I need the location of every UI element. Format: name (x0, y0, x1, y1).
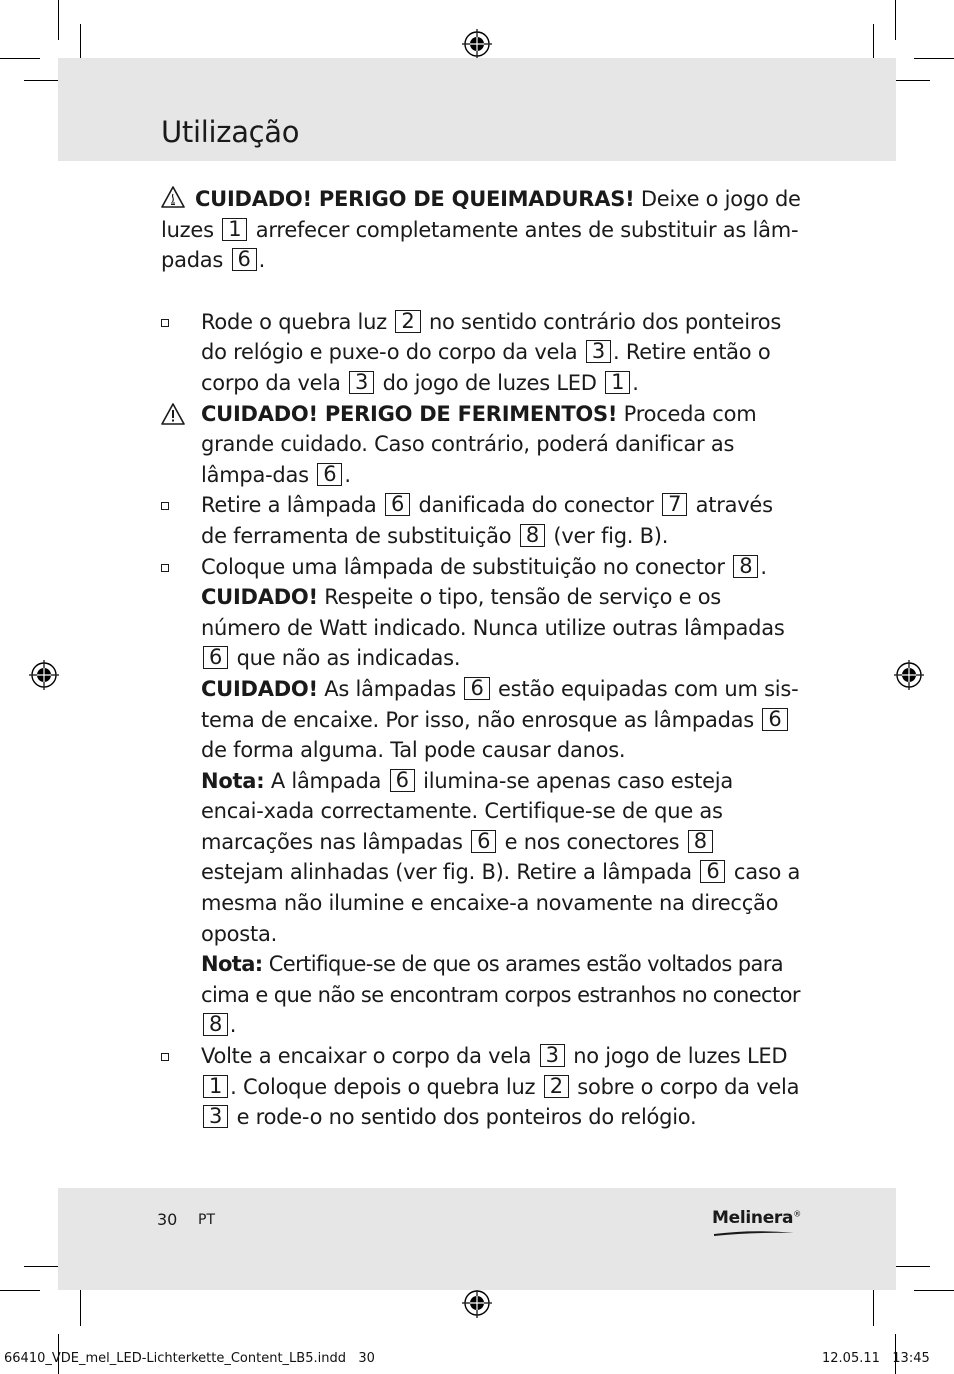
caution-label: CUIDADO! (201, 676, 318, 701)
ref-number: 2 (395, 310, 420, 333)
crop-mark (914, 58, 954, 59)
instructions (161, 184, 801, 1133)
ref-number: 6 (203, 646, 228, 669)
ref-number: 3 (586, 340, 611, 363)
registration-mark-icon (29, 660, 59, 690)
crop-mark (80, 1286, 81, 1326)
ref-number: 6 (232, 248, 257, 271)
warning-label: CUIDADO! PERIGO DE FERIMENTOS! (201, 401, 618, 426)
brand-logo (712, 1208, 801, 1228)
square-bullet-icon (161, 319, 169, 327)
page-title: Utilização (161, 115, 300, 149)
list-item: Rode o quebra luz 2 no sentido contrário dos ponteiros do relógio e puxe-o do corpo da vela 3 . Retire então o corpo da vela 3 do jogo de luzes LED 1 . (161, 307, 801, 399)
ref-number: 6 (390, 769, 415, 792)
registration-mark-icon (462, 29, 492, 59)
ref-number: 6 (317, 463, 342, 486)
warning-injury: CUIDADO! PERIGO DE FERIMENTOS! Proceda com grande cuidado. Caso contrário, poderá danificar as lâmpa-das 6 . (161, 399, 801, 491)
crop-mark (890, 80, 930, 81)
caution-note: CUIDADO! Respeite o tipo, tensão de serviço e os número de Watt indicado. Nunca utilize outras lâmpadas 6 que não as indicadas. (201, 585, 785, 671)
print-slug-file: 66410_VDE_mel_LED-Lichterkette_Content_LB5.indd 30 (4, 1351, 375, 1366)
crop-mark (58, 0, 59, 40)
fire-symbol-icon (161, 186, 185, 208)
crop-mark (873, 1286, 874, 1326)
registration-mark-icon (462, 1288, 492, 1318)
crop-mark (890, 1266, 930, 1267)
ref-number: 1 (222, 218, 247, 241)
ref-number: 7 (662, 493, 687, 516)
square-bullet-icon (161, 1053, 169, 1061)
page-number: 30 (157, 1210, 178, 1229)
ref-number: 6 (471, 830, 496, 853)
brand-swoosh-icon (712, 1228, 796, 1238)
note: Nota: A lâmpada 6 ilumina-se apenas caso esteja encai-xada correctamente. Certifique-se de que as marcações nas lâmpadas 6 e nos conectores 8 estejam alinhadas (ver fig. B). Retire a lâmpada 6 caso a mesma não ilumine e encaixe-a novamente na direcção oposta. (201, 767, 801, 946)
ref-number: 3 (540, 1044, 565, 1067)
ref-number: 8 (520, 524, 545, 547)
ref-number: 2 (544, 1075, 569, 1098)
footer-band (58, 1188, 896, 1290)
note-label: Nota: (201, 768, 265, 793)
warning-triangle-icon (161, 403, 185, 425)
ref-number: 6 (464, 677, 489, 700)
warning-burn: CUIDADO! PERIGO DE QUEIMADURAS! Deixe o jogo de luzes 1 arrefecer completamente antes de substituir as lâm-padas 6 . (161, 187, 801, 273)
ref-number: 6 (385, 493, 410, 516)
list-item: Coloque uma lâmpada de substituição no conector 8 . (161, 552, 801, 583)
ref-number: 6 (700, 860, 725, 883)
ref-number: 1 (203, 1075, 228, 1098)
list-item: Retire a lâmpada 6 danificada do conector 7 através de ferramenta de substituição 8 (ver fig. B). (161, 490, 801, 551)
ref-number: 3 (203, 1105, 228, 1128)
language-code: PT (198, 1212, 215, 1228)
ref-number: 6 (762, 708, 787, 731)
crop-mark (0, 58, 40, 59)
ref-number: 1 (605, 371, 630, 394)
crop-mark (0, 1290, 40, 1291)
ref-number: 8 (733, 555, 758, 578)
crop-mark (914, 1290, 954, 1291)
crop-mark (895, 0, 896, 40)
registered-mark: ® (793, 1209, 801, 1219)
square-bullet-icon (161, 564, 169, 572)
square-bullet-icon (161, 502, 169, 510)
note-label: Nota: (201, 952, 263, 977)
caution-label: CUIDADO! (201, 585, 318, 610)
ref-number: 8 (203, 1013, 228, 1036)
registration-mark-icon (894, 660, 924, 690)
brand-name: Melinera (712, 1208, 794, 1228)
print-slug-date: 12.05.11 13:45 (822, 1351, 930, 1366)
ref-number: 3 (349, 371, 374, 394)
list-item: Volte a encaixar o corpo da vela 3 no jogo de luzes LED 1 . Coloque depois o quebra luz 2 sobre o corpo da vela 3 e rode-o no sentido dos ponteiros do relógio. (161, 1041, 801, 1133)
warning-label: CUIDADO! PERIGO DE QUEIMADURAS! (195, 187, 635, 211)
ref-number: 8 (688, 830, 713, 853)
note: Nota: Certifique-se de que os arames estão voltados para cima e que não se encontram corpos estranhos no conector 8 . (201, 952, 800, 1038)
caution-note: CUIDADO! As lâmpadas 6 estão equipadas com um sis-tema de encaixe. Por isso, não enrosque as lâmpadas 6 de forma alguma. Tal pode causar danos. (201, 675, 799, 763)
